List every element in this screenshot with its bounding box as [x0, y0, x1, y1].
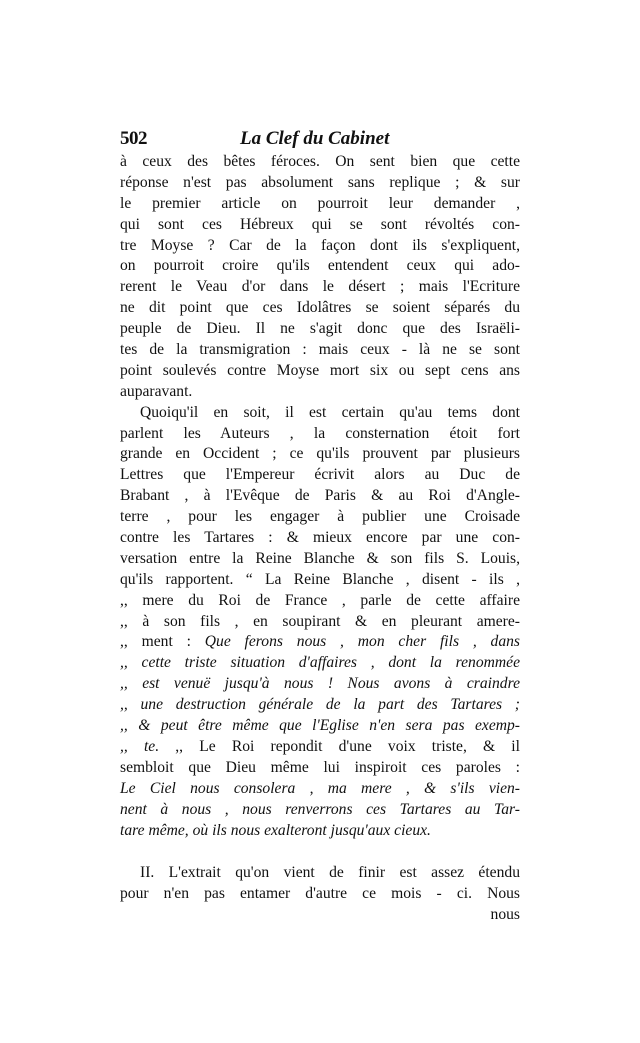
text-line: II. L'extrait qu'on vient de finir est assez étendu: [140, 864, 520, 882]
text-line: on pourroit croire qu'ils entendent ceux qui ado-: [120, 257, 520, 275]
text-line: rerent le Veau d'or dans le désert ; mais l'Ecriture: [120, 278, 520, 296]
text-line: à ceux des bêtes féroces. On sent bien que cette: [120, 153, 520, 170]
text-line: le premier article on pourroit leur demander ,: [120, 194, 520, 212]
text-line: Lettres que l'Empereur écrivit alors au Duc de: [120, 466, 520, 484]
text-line: ,, mere du Roi de France , parle de cette affaire: [120, 591, 520, 609]
italic-line: tare même, où ils nous exalteront jusqu'aux cieux.: [120, 821, 431, 839]
text-line: auparavant.: [120, 382, 193, 400]
text-line-mixed: [120, 632, 520, 653]
roman-segment: ,, ment :: [120, 633, 191, 651]
section-gap: [120, 841, 520, 863]
text-line: contre les Tartares : & mieux encore par une con-: [120, 529, 520, 547]
catchword: nous: [490, 906, 520, 924]
page-header: [120, 128, 520, 152]
text-line: point soulevés contre Moyse mort six ou sept cens ans: [120, 361, 520, 379]
text-line: grande en Occident ; ce qu'ils prouvent par plusieurs: [120, 445, 520, 463]
italic-line: ,, une destruction générale de la part des Tartares ;: [120, 696, 520, 714]
text-line: Brabant , à l'Evêque de Paris & au Roi d'Angle-: [120, 487, 520, 505]
text-line: tes de la transmigration : mais ceux - là ne se sont: [120, 341, 520, 359]
text-line: versation entre la Reine Blanche & son fils S. Louis,: [120, 549, 520, 567]
text-line: pour n'en pas entamer d'autre ce mois - ci. Nous: [120, 885, 520, 903]
roman-segment: ,, Le Roi repondit d'une voix triste, & il: [175, 737, 520, 755]
italic-segment: ,, te.: [120, 737, 160, 755]
italic-line: nent à nous , nous renverrons ces Tartares au Tar-: [120, 800, 520, 818]
paragraph-1: [120, 152, 520, 403]
italic-line: ,, est venuë jusqu'à nous ! Nous avons à craindre: [120, 675, 520, 693]
text-line: qui sont ces Hébreux qui se sont révoltés con-: [120, 215, 520, 233]
paragraph-2: [120, 403, 520, 842]
text-line: qu'ils rapportent. “ La Reine Blanche , disent - ils ,: [120, 570, 520, 588]
italic-line: ,, cette triste situation d'affaires , dont la renommée: [120, 654, 520, 672]
text-line: sembloit que Dieu même lui inspiroit ces paroles :: [120, 758, 520, 776]
text-line: réponse n'est pas absolument sans replique ; & sur: [120, 173, 520, 191]
text-line: parlent les Auteurs , la consternation étoit fort: [120, 424, 520, 442]
text-line: Quoiqu'il en soit, il est certain qu'au tems dont: [140, 403, 520, 421]
text-line: ne dit point que ces Idolâtres se soient séparés du: [120, 299, 520, 317]
text-line: tre Moyse ? Car de la façon dont ils s'expliquent,: [120, 236, 520, 254]
text-line: ,, à son fils , en soupirant & en pleurant amere-: [120, 612, 520, 630]
text-line-mixed: [120, 737, 520, 758]
catchword-row: [120, 905, 520, 926]
page-number: 502: [120, 128, 147, 149]
text-line: peuple de Dieu. Il ne s'agit donc que des Israëli-: [120, 320, 520, 338]
italic-line: Le Ciel nous consolera , ma mere , & s'ils vien-: [120, 779, 520, 797]
book-page: [120, 128, 520, 926]
italic-line: ,, & peut être même que l'Eglise n'en sera pas exemp-: [120, 717, 520, 735]
text-line: terre , pour les engager à publier une Croisade: [120, 508, 520, 526]
italic-segment: Que ferons nous , mon cher fils , dans: [204, 633, 520, 651]
running-title: La Clef du Cabinet: [240, 128, 390, 149]
section-2: [120, 863, 520, 905]
